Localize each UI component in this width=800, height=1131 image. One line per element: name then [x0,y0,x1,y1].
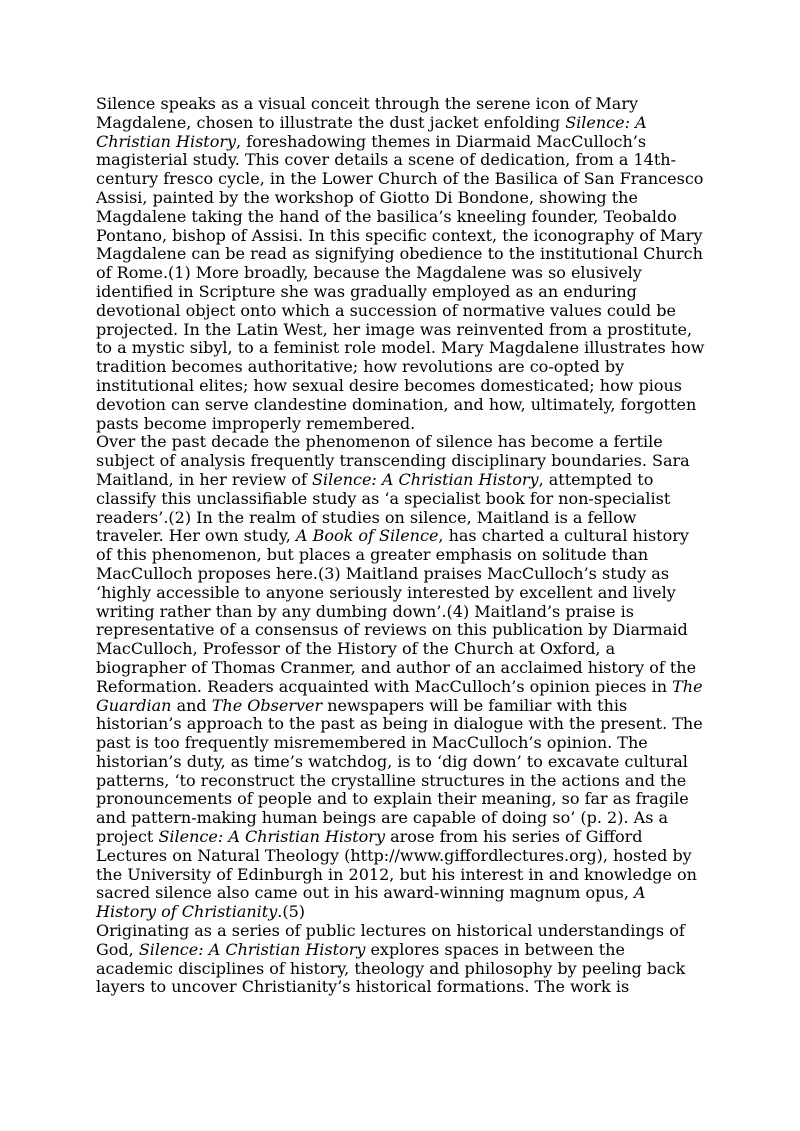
italic-title-text: The Guardian [96,676,703,715]
document-body [96,95,706,997]
body-text-run: arose from his series of Gifford Lectures on Natural Theology (http://www.giffordlectures.org), hosted by the University of Edinburgh in 2012, but his interest in and knowledge on sacred silence also came out in his award-winning magnum opus, [96,827,697,903]
italic-title-text: The Observer [211,695,323,715]
body-text-run: Silence speaks as a visual conceit through the serene icon of Mary Magdalene, chosen to illustrate the dust jacket enfolding [96,94,639,132]
body-text-run: , foreshadowing themes in Diarmaid MacCulloch’s magisterial study. This cover details a scene of dedication, from a 14th-century fresco cycle, in the Lower Church of the Basilica of San Francesco Assisi, painted by the workshop of Giotto Di Bondone, showing the Magdalene taking the hand of the basilica’s kneeling founder, Teobaldo Pontano, bishop of Assisi. In this specific context, the iconography of Mary Magdalene can be read as signifying obedience to the institutional Church of Rome.(1) More broadly, because the Magdalene was so elusively identified in Scripture she was gradually employed as an enduring devotional object onto which a succession of normative values could be projected. In the Latin West, her image was reinvented from a prostitute, to a mystic sibyl, to a feminist role model. Mary Magdalene illustrates how tradition becomes authoritative; how revolutions are co-opted by institutional elites; how sexual desire becomes domesticated; how pious devotion can serve clandestine domination, and how, ultimately, forgotten pasts become improperly remembered. [96,131,705,433]
body-text-run: .(5) [277,902,306,922]
italic-title-text: A Book of Silence [295,526,439,546]
body-text-run: Originating as a series of public lectures on historical understandings of God, [96,921,685,959]
body-text-run: newspapers will be familiar with this historian’s approach to the past as being in dialogue with the present. The past is too frequently misremembered in MacCulloch’s opinion. The historian’s duty, as time’s watchdog, is to ‘dig down’ to excavate cultural patterns, ‘to reconstruct the crystalline structures in the actions and the pronouncements of people and to explain their meaning, so far as fragile and pattern-making human beings are capable of doing so’ (p. 2). As a project [96,695,703,847]
paragraph-2 [96,433,706,922]
paragraph-3 [96,922,706,997]
body-text-run: explores spaces in between the academic disciplines of history, theology and philosophy by peeling back layers to uncover Christianity’s historical formations. The work is [96,939,686,997]
italic-title-text: Silence: A Christian History [158,827,385,847]
italic-title-text: A History of Christianity [96,883,646,922]
italic-title-text: Silence: A Christian History [96,112,647,151]
italic-title-text: Silence: A Christian History [312,469,539,489]
body-text-run: Over the past decade the phenomenon of silence has become a fertile subject of analysis frequently transcending disciplinary boundaries. Sara Maitland, in her review of [96,432,690,489]
body-text-run: , has charted a cultural history of this phenomenon, but places a greater emphasis on solitude than MacCulloch proposes here.(3) Maitland praises MacCulloch’s study as ‘highly accessible to anyone seriously interested by excellent and lively writing rather than by any dumbing down’.(4) Maitland’s praise is representative of a consensus of reviews on this publication by Diarmaid MacCulloch, Professor of the History of the Church at Oxford, a biographer of Thomas Cranmer, and author of an acclaimed history of the Reformation. Readers acquainted with MacCulloch’s opinion pieces in [96,526,697,696]
paragraph-1 [96,95,706,433]
body-text-run: and [171,695,212,715]
body-text-run: , attempted to classify this unclassifiable study as ‘a specialist book for non-specialist readers’.(2) In the realm of studies on silence, Maitland is a fellow traveler. Her own study, [96,469,671,546]
italic-title-text: Silence: A Christian History [138,939,366,959]
